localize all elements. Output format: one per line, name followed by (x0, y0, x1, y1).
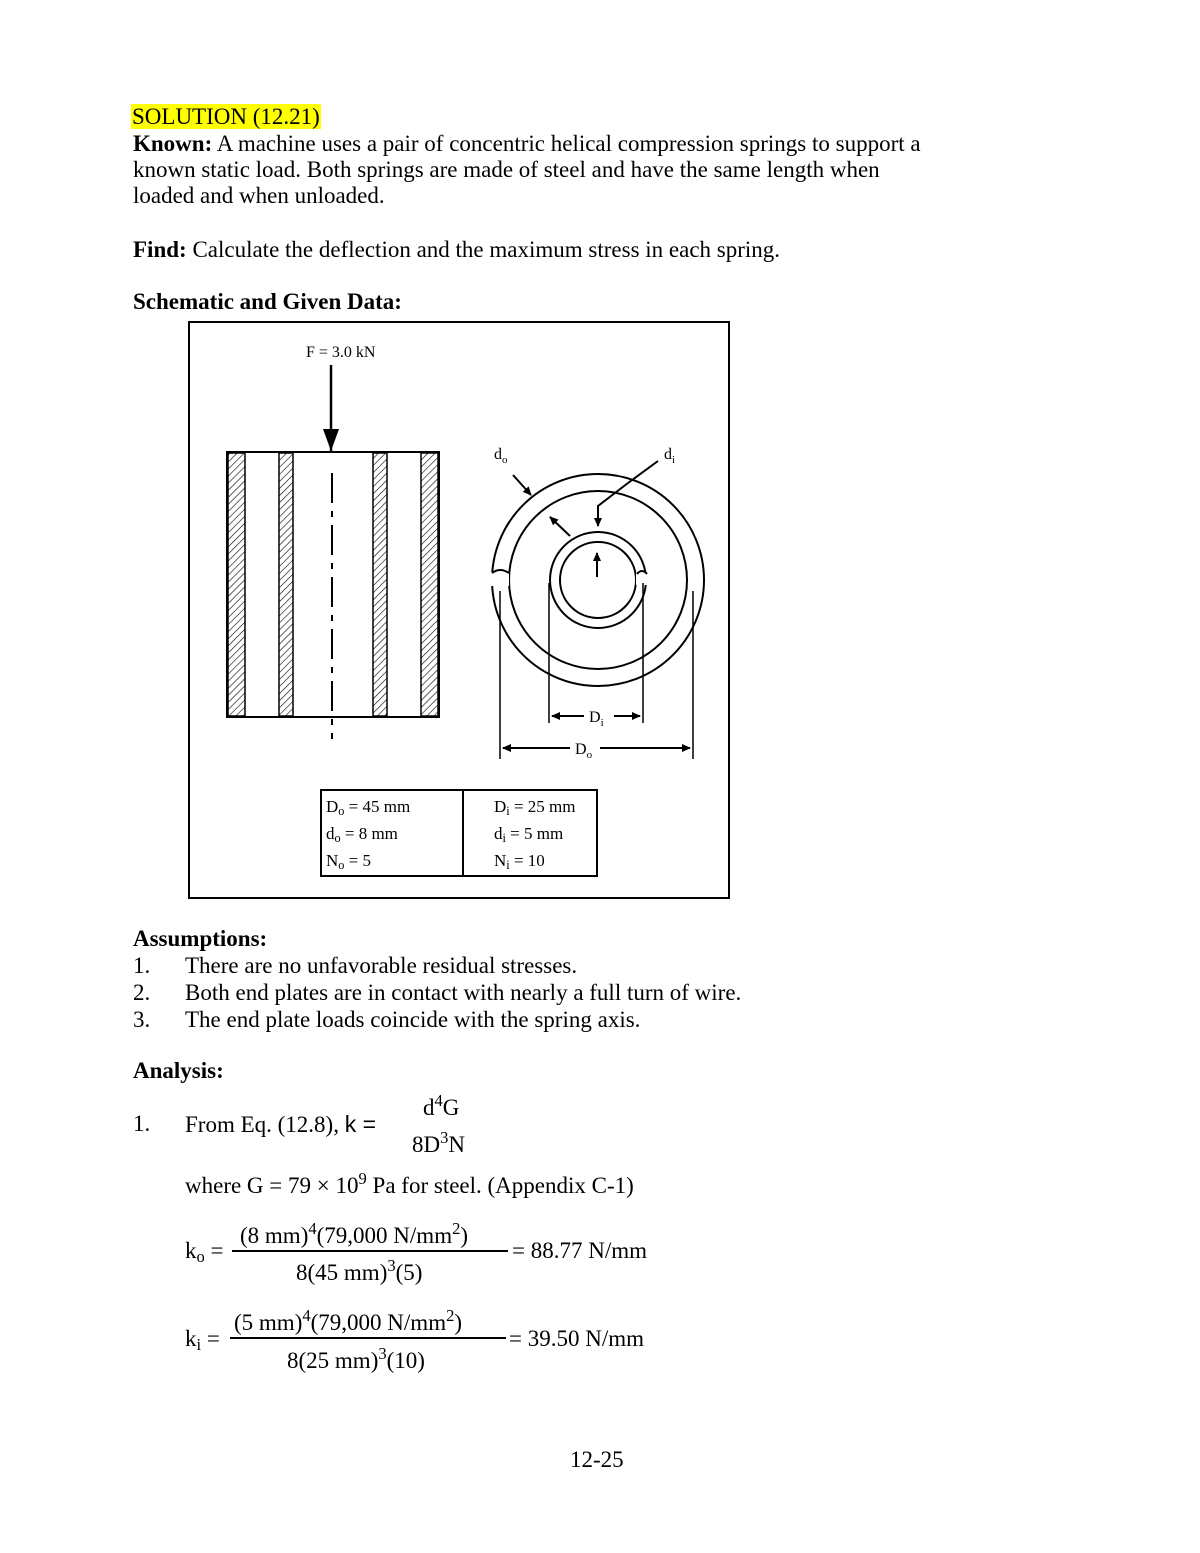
label-d-i: $d_i$ (664, 446, 676, 466)
assumptions-heading: Assumptions: (133, 926, 268, 951)
known-label: Known: (133, 131, 213, 156)
solution-title: SOLUTION (12.21) (132, 104, 320, 129)
schematic-figure (188, 321, 730, 899)
given-outer-spring (322, 791, 464, 875)
assumption-1-num: 1. (133, 953, 151, 978)
label-D-i: $D_i$ (589, 709, 604, 729)
label-d-o: $d_o$ (494, 446, 508, 466)
find-text: Calculate the deflection and the maximum stress in each spring. (192, 237, 781, 262)
known-line-1: A machine uses a pair of concentric helical compression springs to support a (216, 131, 921, 156)
ko-result: = 88.77 N/mm (512, 1238, 648, 1263)
do-outer-arrow-icon (513, 475, 531, 495)
given-Ni: $N_i = 10$ (494, 851, 545, 873)
known-paragraph (133, 131, 1093, 209)
force-arrowhead-icon (323, 429, 339, 451)
k-denominator: $8D^3N$ (412, 1127, 466, 1157)
analysis-step-1-text: From Eq. (12.8), k = (185, 1111, 377, 1137)
ko-symbol: $k_o$ = (185, 1238, 224, 1267)
find-label: Find: (133, 237, 187, 262)
label-D-o: $D_o$ (575, 741, 593, 761)
assumption-3-text: The end plate loads coincide with the spring axis. (185, 1007, 641, 1032)
find-paragraph (133, 237, 1093, 263)
ki-numerator: (5 mm)$^4$(79,000 $N/mm^2$) (234, 1305, 463, 1335)
k-numerator: $d^4G$ (423, 1090, 460, 1120)
ki-symbol: $k_i$ = (185, 1326, 220, 1355)
page-number: 12-25 (570, 1447, 624, 1472)
ko-numerator: (8 mm)$^4$(79,000 $N/mm^2$) (240, 1218, 469, 1248)
di-outer-arrow-icon (598, 461, 658, 526)
spring-side-section (227, 452, 439, 739)
given-do: $d_o = 8$ mm (326, 824, 398, 846)
given-Do: $D_o = 45$ mm (326, 797, 411, 819)
given-data-table (320, 789, 598, 877)
assumption-2-text: Both end plates are in contact with nearly a full turn of wire. (185, 980, 742, 1005)
given-inner-spring (464, 791, 596, 875)
analysis-heading: Analysis: (133, 1058, 224, 1083)
known-line-3: loaded and when unloaded. (133, 183, 385, 208)
ki-denominator: 8(25 mm)$^3$(10) (287, 1343, 425, 1373)
given-No: $N_o = 5$ (326, 851, 371, 873)
force-label: F = 3.0 kN (306, 344, 376, 361)
assumption-2-num: 2. (133, 980, 151, 1005)
given-di: $d_i = 5$ mm (494, 824, 564, 846)
ki-fraction-bar (230, 1337, 506, 1339)
do-inner-arrow-icon (550, 517, 570, 536)
given-Di: $D_i = 25$ mm (494, 797, 576, 819)
assumption-1-text: There are no unfavorable residual stresses. (185, 953, 578, 978)
ki-result: = 39.50 N/mm (509, 1326, 645, 1351)
known-line-2: known static load. Both springs are made of steel and have the same length when (133, 157, 880, 182)
ko-denominator: 8(45 mm)$^3$(5) (296, 1255, 423, 1285)
ko-fraction-bar (232, 1250, 508, 1252)
analysis-step-1-num: 1. (133, 1111, 151, 1136)
schematic-heading: Schematic and Given Data: (133, 289, 402, 314)
k-equals: k = (344, 1111, 377, 1137)
where-G-line: where $G = 79 \times 10^9$ Pa for steel. (Appendix C-1) (185, 1168, 634, 1198)
assumption-3-num: 3. (133, 1007, 151, 1032)
